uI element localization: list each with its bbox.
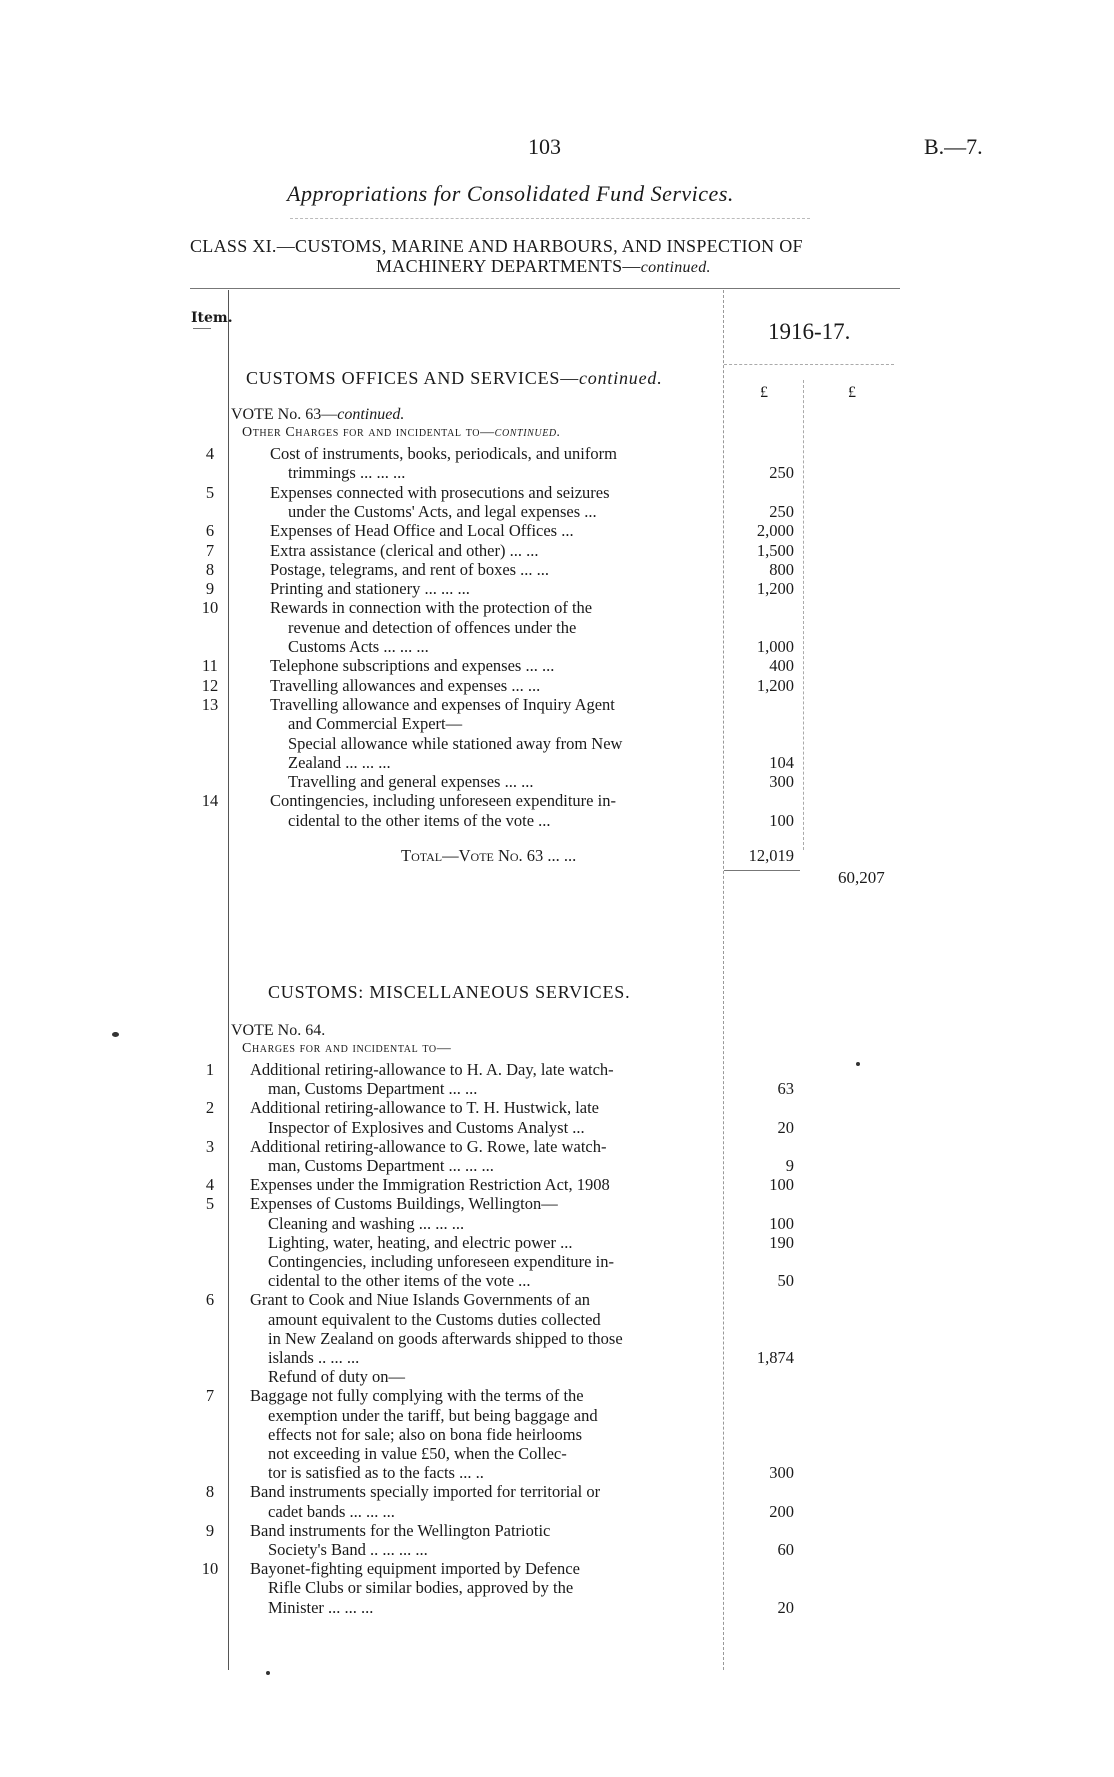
line-text: Postage, telegrams, and rent of boxes ... ... <box>270 559 550 579</box>
line-text: Travelling and general expenses ... ... <box>288 772 534 792</box>
line-text: exemption under the tariff, but being baggage and <box>268 1405 598 1425</box>
grand-total-amount: 60,207 <box>838 868 885 887</box>
line-text: Extra assistance (clerical and other) ... ... <box>270 540 539 560</box>
scan-speck <box>266 1671 270 1675</box>
section-heading-continued: continued. <box>579 368 663 388</box>
subtotal-column-rule <box>803 380 804 850</box>
item-number: 10 <box>201 598 219 618</box>
line-text: under the Customs' Acts, and legal expenses ... <box>288 501 597 521</box>
line-amount: 1,200 <box>756 675 794 695</box>
line-text: Customs Acts ... ... ... <box>288 637 429 656</box>
line-text: effects not for sale; also on bona fide heirlooms <box>268 1424 583 1444</box>
line-text: Printing and stationery ... ... ... <box>270 579 470 599</box>
item-number: 14 <box>201 791 219 811</box>
line-text: in New Zealand on goods afterwards shipped to those <box>268 1328 623 1348</box>
line-text: Contingencies, including unforeseen expenditure in- <box>270 791 616 811</box>
item-number: 10 <box>201 1559 219 1579</box>
line-text: Additional retiring-allowance to G. Rowe, late watch- <box>250 1136 607 1156</box>
line-text: Lighting, water, heating, and electric power ... <box>268 1232 573 1252</box>
line-amount: 50 <box>777 1271 794 1291</box>
vote-63-total-label: Total—Vote No. 63 ... ... <box>401 846 577 865</box>
line-amount: 20 <box>777 1117 794 1137</box>
item-number: 3 <box>205 1136 215 1156</box>
line-text: Band instruments specially imported for territorial or <box>250 1482 601 1502</box>
vote-64-heading: VOTE No. 64. <box>231 1022 326 1039</box>
line-amount: 1,874 <box>756 1348 794 1367</box>
line-text: and Commercial Expert— <box>288 714 463 734</box>
line-amount: 1,500 <box>756 540 794 560</box>
line-text: Zealand ... ... ... <box>288 752 391 772</box>
line-text: Additional retiring-allowance to H. A. Day, late watch- <box>250 1060 614 1079</box>
line-text: Contingencies, including unforeseen expenditure in- <box>268 1252 614 1271</box>
line-text: islands .. ... ... <box>268 1348 360 1367</box>
item-number: 9 <box>205 1520 215 1540</box>
line-text: Special allowance while stationed away from New <box>288 733 623 753</box>
item-number: 12 <box>201 675 219 695</box>
item-number: 9 <box>205 579 215 599</box>
class-heading-continued: continued. <box>640 259 711 276</box>
line-amount: 2,000 <box>756 521 794 541</box>
line-text: cidental to the other items of the vote ... <box>268 1271 531 1291</box>
line-text: Expenses of Head Office and Local Offices ... <box>270 521 574 541</box>
item-number: 2 <box>205 1098 215 1118</box>
vote-64-subheading: Charges for and incidental to— <box>242 1041 452 1056</box>
year-rule <box>724 364 894 365</box>
line-text: Travelling allowances and expenses ... ... <box>270 675 541 695</box>
item-number: 1 <box>205 1060 215 1079</box>
item-number: 7 <box>205 540 215 560</box>
vote-63-text: VOTE No. 63— <box>231 406 338 423</box>
page-title: Appropriations for Consolidated Fund Services. <box>287 181 734 206</box>
vote-63-subheading <box>242 425 561 441</box>
page-number: 103 <box>528 134 561 159</box>
line-text: man, Customs Department ... ... <box>268 1079 478 1099</box>
line-text: Baggage not fully complying with the terms of the <box>250 1386 584 1406</box>
vote-63-subheading-continued: continued. <box>494 425 561 440</box>
line-text: cidental to the other items of the vote ... <box>288 810 551 830</box>
table-top-rule <box>190 288 900 289</box>
line-amount: 60 <box>777 1540 794 1559</box>
scan-speck <box>112 1032 119 1037</box>
item-number: 11 <box>202 656 218 676</box>
line-text: tor is satisfied as to the facts ... .. <box>268 1463 484 1483</box>
line-text: trimmings ... ... ... <box>288 463 406 483</box>
item-number: 4 <box>205 444 215 463</box>
line-text: Expenses connected with prosecutions and seizures <box>270 482 610 502</box>
line-text: Refund of duty on— <box>268 1367 406 1387</box>
line-text: cadet bands ... ... ... <box>268 1501 395 1521</box>
line-text: Grant to Cook and Niue Islands Governments of an <box>250 1290 591 1310</box>
pound-symbol-1: £ <box>760 384 768 401</box>
vote-63-heading <box>231 406 404 424</box>
line-amount: 300 <box>769 1463 794 1483</box>
pound-symbol-2: £ <box>848 384 856 401</box>
item-number: 8 <box>205 559 215 579</box>
line-text: Expenses under the Immigration Restriction Act, 1908 <box>250 1175 610 1195</box>
item-number: 8 <box>205 1482 215 1502</box>
vote-63-continued: continued. <box>337 406 405 423</box>
class-heading-text: MACHINERY DEPARTMENTS— <box>376 256 641 276</box>
line-text: Rewards in connection with the protection of the <box>270 598 593 618</box>
item-column-rule <box>228 290 229 1670</box>
line-amount: 9 <box>785 1156 794 1175</box>
document-reference: B.—7. <box>924 134 983 159</box>
section-heading-text: CUSTOMS OFFICES AND SERVICES— <box>246 368 580 388</box>
line-amount: 400 <box>769 656 794 676</box>
vote-63-total-amount: 12,019 <box>748 846 794 865</box>
item-number: 13 <box>201 694 219 714</box>
vote-63-subheading-text: Other Charges for and incidental to— <box>242 425 495 440</box>
item-number: 6 <box>205 521 215 541</box>
line-text: man, Customs Department ... ... ... <box>268 1156 494 1175</box>
line-amount: 1,200 <box>756 579 794 599</box>
class-heading-line1: CLASS XI.—CUSTOMS, MARINE AND HARBOURS, AND INSPECTION OF <box>190 236 803 256</box>
line-text: not exceeding in value £50, when the Collec- <box>268 1444 567 1463</box>
line-text: Expenses of Customs Buildings, Wellington— <box>250 1194 558 1214</box>
item-number: 7 <box>205 1386 215 1406</box>
line-text: Telephone subscriptions and expenses ... ... <box>270 656 555 676</box>
line-text: Band instruments for the Wellington Patriotic <box>250 1520 551 1540</box>
line-amount: 100 <box>769 1213 794 1233</box>
line-amount: 104 <box>769 752 794 772</box>
line-amount: 100 <box>769 1175 794 1195</box>
line-text: Additional retiring-allowance to T. H. Hustwick, late <box>250 1098 600 1118</box>
title-rule <box>290 218 810 219</box>
line-amount: 63 <box>777 1079 794 1099</box>
line-amount: 1,000 <box>756 637 794 656</box>
item-number: 6 <box>205 1290 215 1310</box>
line-amount: 250 <box>769 463 794 483</box>
line-amount: 250 <box>769 501 794 521</box>
line-text: Cleaning and washing ... ... ... <box>268 1213 465 1233</box>
section-heading-customs-offices <box>246 368 663 389</box>
line-text: Cost of instruments, books, periodicals, and uniform <box>270 444 617 463</box>
line-amount: 20 <box>777 1597 794 1617</box>
class-heading-line2 <box>376 256 711 277</box>
line-text: Rifle Clubs or similar bodies, approved by the <box>268 1578 574 1598</box>
item-number: 5 <box>205 482 215 502</box>
line-amount: 100 <box>769 810 794 830</box>
line-text: Bayonet-fighting equipment imported by Defence <box>250 1559 580 1579</box>
scan-speck <box>856 1062 860 1066</box>
line-text: revenue and detection of offences under the <box>288 617 577 637</box>
line-amount: 300 <box>769 772 794 792</box>
item-head-rule <box>193 328 211 329</box>
line-text: Travelling allowance and expenses of Inquiry Agent <box>270 694 615 714</box>
line-text: Inspector of Explosives and Customs Analyst ... <box>268 1117 585 1137</box>
section-heading-miscellaneous: CUSTOMS: MISCELLANEOUS SERVICES. <box>268 982 631 1002</box>
line-text: Society's Band .. ... ... ... <box>268 1540 428 1559</box>
line-amount: 800 <box>769 559 794 579</box>
year-header: 1916-17. <box>768 319 851 344</box>
item-column-header: Item. <box>191 310 233 326</box>
line-text: amount equivalent to the Customs duties collected <box>268 1309 601 1329</box>
line-text: Minister ... ... ... <box>268 1597 374 1617</box>
total-rule <box>724 870 800 871</box>
line-amount: 190 <box>769 1232 794 1252</box>
item-number: 5 <box>205 1194 215 1214</box>
line-amount: 200 <box>769 1501 794 1521</box>
item-number: 4 <box>205 1175 215 1195</box>
